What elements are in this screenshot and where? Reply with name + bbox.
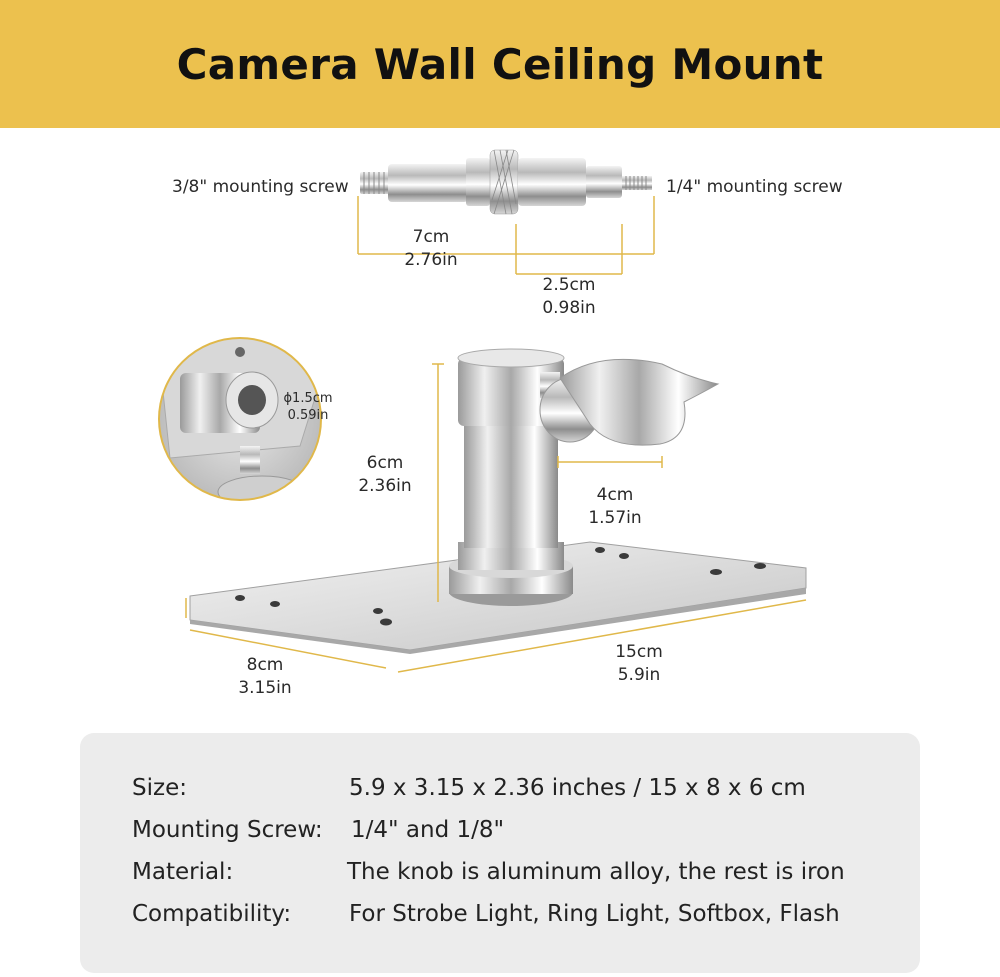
spec-value: The knob is aluminum alloy, the rest is iron — [347, 859, 845, 885]
screw-right-label: 1/4" mounting screw — [666, 177, 843, 197]
spigot-screw — [360, 150, 652, 214]
hole-diameter-label — [280, 390, 336, 424]
screw-short-cm: 2.5cm — [542, 275, 596, 295]
screw-length-in: 2.76in — [404, 250, 458, 270]
product-diagram — [0, 128, 1000, 728]
height-cm: 6cm — [366, 453, 404, 473]
spec-key: Material: — [132, 859, 234, 885]
knob-width-cm: 4cm — [596, 485, 634, 505]
plate-width-in: 3.15in — [238, 678, 292, 698]
knob-width-label — [582, 484, 648, 530]
knob-width-in: 1.57in — [588, 508, 642, 528]
knob — [540, 359, 718, 445]
spec-key: Compatibility: — [132, 901, 292, 927]
hole-diameter-cm: ϕ1.5cm — [283, 391, 333, 406]
page-title: Camera Wall Ceiling Mount — [176, 39, 824, 89]
height-in: 2.36in — [358, 476, 412, 496]
height-label — [352, 452, 418, 498]
spec-value: For Strobe Light, Ring Light, Softbox, Flash — [349, 901, 840, 927]
spec-key: Size: — [132, 775, 187, 801]
screw-length-label — [398, 226, 464, 272]
screw-short-label — [536, 274, 602, 320]
spec-value: 5.9 x 3.15 x 2.36 inches / 15 x 8 x 6 cm — [349, 775, 806, 801]
plate-width-label — [232, 654, 298, 700]
plate-length-in: 5.9in — [617, 665, 661, 685]
title-banner — [0, 0, 1000, 128]
screw-short-in: 0.98in — [542, 298, 596, 318]
spec-key: Mounting Screw: — [132, 817, 323, 843]
screw-left-label: 3/8" mounting screw — [172, 177, 349, 197]
plate-length-cm: 15cm — [615, 642, 663, 662]
spec-value: 1/4" and 1/8" — [351, 817, 505, 843]
hole-diameter-in: 0.59in — [287, 408, 329, 423]
specifications-panel — [80, 733, 920, 973]
plate-width-cm: 8cm — [246, 655, 284, 675]
screw-length-cm: 7cm — [412, 227, 450, 247]
plate-length-label — [606, 641, 672, 687]
product-illustration — [0, 128, 1000, 728]
